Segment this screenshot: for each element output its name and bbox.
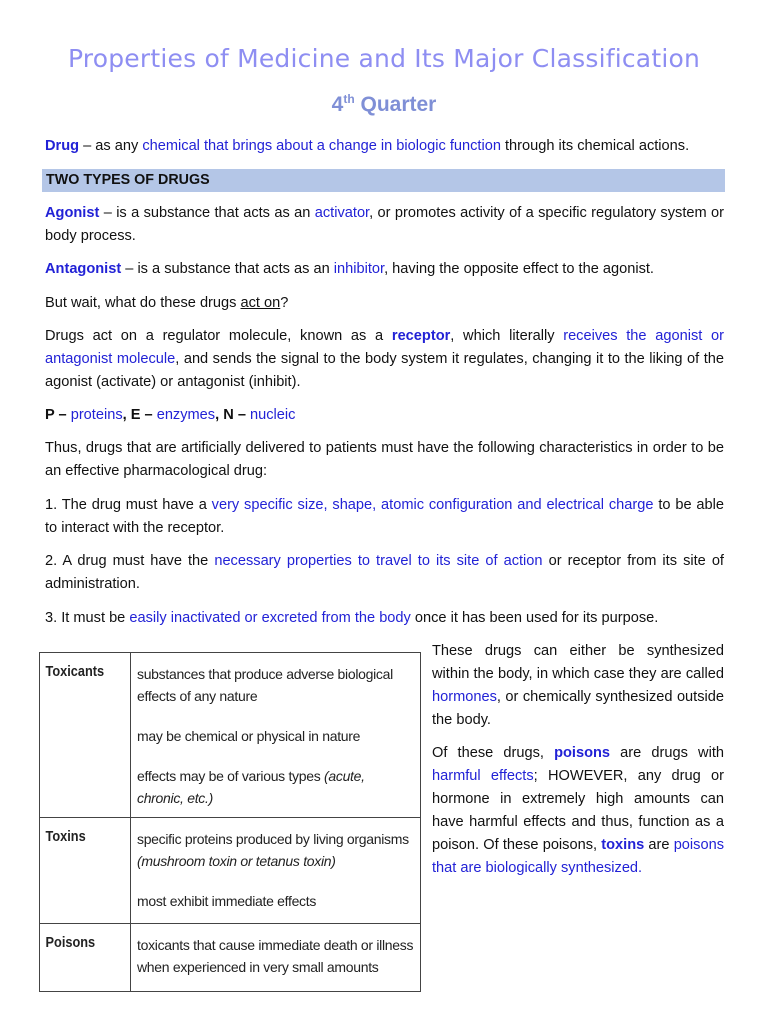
hormones-word: hormones xyxy=(432,689,497,705)
receptor-paragraph xyxy=(45,325,724,394)
toxicants-table xyxy=(39,652,421,992)
text: But wait, what do these drugs xyxy=(45,295,241,311)
text: , having the opposite effect to the agonist. xyxy=(384,261,654,277)
list-item-2 xyxy=(45,550,724,596)
list-item-3 xyxy=(45,607,724,630)
subtitle-number: 4 xyxy=(331,93,344,116)
drug-highlight: chemical that brings about a change in biologic function xyxy=(142,138,501,154)
antagonist-term: Antagonist xyxy=(45,261,122,277)
definition-line: toxicants that cause immediate death or illness when experienced in very small amounts xyxy=(137,937,414,975)
definition-line: may be chemical or physical in nature xyxy=(137,728,361,744)
table-row xyxy=(40,924,421,992)
biologically-synthesized-highlight: poisons that are biologically synthesized. xyxy=(432,837,724,876)
separator: , xyxy=(122,407,131,423)
text: 1. The drug must have a xyxy=(45,497,212,513)
text: ? xyxy=(280,295,289,311)
enzymes-word: enzymes xyxy=(156,407,216,423)
text: through its chemical actions. xyxy=(500,138,690,154)
receptor-term: receptor xyxy=(391,328,451,344)
text: Of these drugs, xyxy=(432,745,555,761)
text: effects may be of various types xyxy=(137,768,325,784)
table-row xyxy=(40,653,421,818)
poisons-term: poisons xyxy=(554,745,611,761)
text: to be able to interact with the receptor. xyxy=(45,497,724,536)
text: 3. It must be xyxy=(45,610,130,626)
poisons-paragraph xyxy=(432,742,724,880)
text: once it has been used for its purpose. xyxy=(410,610,659,626)
table-definition-cell xyxy=(131,924,421,992)
table-term-cell: Toxicants xyxy=(40,653,117,818)
table-term-cell: Poisons xyxy=(40,924,117,992)
section-heading-two-types: TWO TYPES OF DRUGS xyxy=(42,169,725,192)
text: These drugs can either be synthesized within the body, in which case they are called xyxy=(432,643,724,682)
italic-note: (mushroom toxin or tetanus toxin) xyxy=(137,853,336,869)
italic-note: (acute, chronic, etc.) xyxy=(137,768,365,806)
question-line xyxy=(45,292,724,315)
item-highlight: easily inactivated or excreted from the body xyxy=(129,610,411,626)
drug-term: Drug xyxy=(45,138,80,154)
hormones-paragraph xyxy=(432,640,724,732)
antagonist-highlight: inhibitor xyxy=(333,261,385,277)
separator: , xyxy=(215,407,224,423)
table-definition-cell xyxy=(131,818,421,924)
agonist-highlight: activator xyxy=(314,205,370,221)
page-subtitle xyxy=(0,92,768,117)
text: , or promotes activity of a specific regulatory system or body process. xyxy=(45,205,725,244)
definition-line: specific proteins produced by living organisms xyxy=(137,831,409,847)
agonist-definition xyxy=(45,202,724,248)
antagonist-definition xyxy=(45,258,724,281)
definition-line: substances that produce adverse biological effects of any nature xyxy=(137,666,393,704)
text: are drugs with xyxy=(610,745,724,761)
text: , or chemically synthesized outside the body. xyxy=(432,689,724,728)
drug-definition xyxy=(45,135,724,158)
text: – is a substance that acts as an xyxy=(99,205,315,221)
proteins-word: proteins xyxy=(70,407,123,423)
text: , which literally xyxy=(450,328,564,344)
pen-line xyxy=(45,404,724,427)
table-term-cell: Toxins xyxy=(40,818,117,924)
subtitle-text: Quarter xyxy=(354,93,437,116)
act-on-underlined: act on xyxy=(240,295,281,311)
n-letter: N – xyxy=(223,407,250,423)
page-title: Properties of Medicine and Its Major Classification xyxy=(67,44,701,73)
text: Drugs act on a regulator molecule, known as a xyxy=(45,328,392,344)
text: – is a substance that acts as an xyxy=(121,261,334,277)
text: 2. A drug must have the xyxy=(45,553,215,569)
receptor-highlight: receives the agonist or antagonist molecule xyxy=(45,328,724,367)
e-letter: E – xyxy=(130,407,157,423)
text: – as any xyxy=(79,138,143,154)
characteristics-intro: Thus, drugs that are artificially delivered to patients must have the following characteristics in order to be an effective pharmacological drug: xyxy=(45,440,724,479)
text: are xyxy=(644,837,674,853)
definition-line: most exhibit immediate effects xyxy=(137,893,317,909)
subtitle-superscript: th xyxy=(343,92,355,106)
text: or receptor from its site of administration. xyxy=(45,553,724,592)
item-highlight: very specific size, shape, atomic configuration and electrical charge xyxy=(211,497,654,513)
table-definition-cell xyxy=(131,653,421,818)
harmful-effects-highlight: harmful effects xyxy=(432,768,534,784)
p-letter: P – xyxy=(45,407,71,423)
agonist-term: Agonist xyxy=(45,205,100,221)
nucleic-word: nucleic xyxy=(249,407,296,423)
item-highlight: necessary properties to travel to its site of action xyxy=(214,553,543,569)
text: , and sends the signal to the body system it regulates, changing it to the liking of the agonist (activate) or antagonist (inhibit). xyxy=(45,351,725,390)
table-row xyxy=(40,818,421,924)
definition-line xyxy=(137,765,414,809)
list-item-1 xyxy=(45,494,724,540)
text: ; HOWEVER, any drug or hormone in extremely high amounts can have harmful effects and thus, function as a poison. Of these poisons, xyxy=(432,768,724,853)
toxins-term: toxins xyxy=(601,837,645,853)
